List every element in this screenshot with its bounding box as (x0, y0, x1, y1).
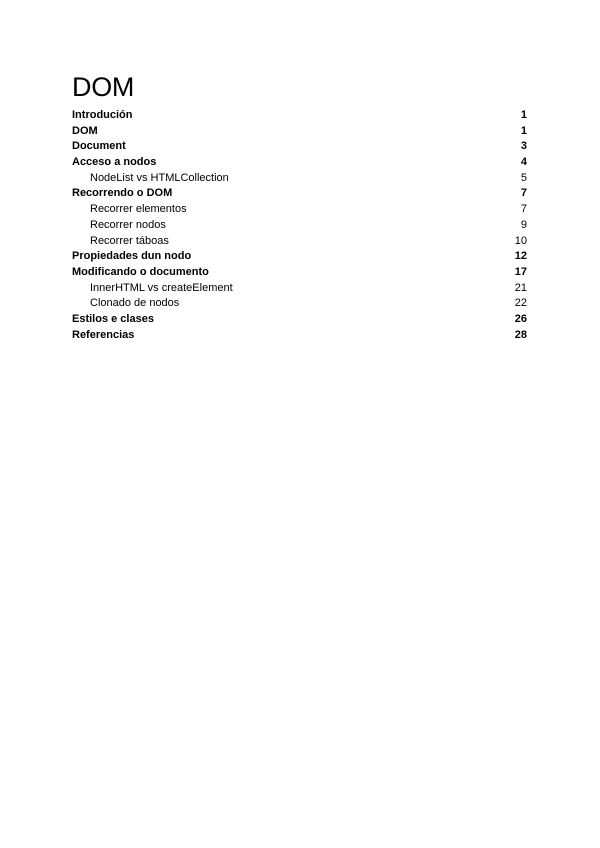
toc-subentry[interactable] (72, 171, 527, 187)
toc-entry-page: 21 (514, 281, 527, 294)
toc-entry[interactable] (72, 249, 527, 265)
toc-entry-label: Estilos e clases (72, 312, 154, 325)
toc-entry-label: Recorrendo o DOM (72, 187, 173, 200)
toc-entry-page: 1 (520, 124, 527, 137)
toc-subentry[interactable] (72, 218, 527, 234)
toc-entry-label: Recorrer táboas (90, 234, 169, 247)
toc-entry-page: 10 (514, 234, 527, 247)
toc-entry-label: Document (72, 140, 126, 153)
toc-entry-label: Recorrer nodos (90, 218, 166, 231)
toc-subentry[interactable] (72, 234, 527, 250)
toc-entry-page: 22 (514, 297, 527, 310)
table-of-contents (72, 108, 527, 343)
toc-entry-page: 4 (520, 156, 527, 169)
toc-entry-label: Introdución (72, 109, 133, 121)
toc-entry-page: 1 (520, 109, 527, 121)
toc-entry[interactable] (72, 328, 527, 344)
toc-entry-page: 28 (514, 328, 527, 341)
toc-entry[interactable] (72, 312, 527, 328)
toc-entry-page: 7 (520, 203, 527, 216)
toc-entry[interactable] (72, 155, 527, 171)
toc-entry[interactable] (72, 108, 527, 124)
toc-entry[interactable] (72, 139, 527, 155)
toc-entry-label: Referencias (72, 328, 135, 341)
toc-entry-page: 12 (514, 250, 527, 263)
toc-entry-page: 3 (520, 140, 527, 153)
toc-entry-label: Modificando o documento (72, 265, 209, 278)
toc-entry-label: DOM (72, 124, 98, 137)
toc-subentry[interactable] (72, 281, 527, 297)
toc-entry-page: 17 (514, 265, 527, 278)
toc-entry[interactable] (72, 124, 527, 140)
toc-entry-label: Acceso a nodos (72, 156, 157, 169)
toc-entry-page: 9 (520, 218, 527, 231)
toc-entry-label: Propiedades dun nodo (72, 250, 192, 263)
toc-entry-label: NodeList vs HTMLCollection (90, 171, 229, 184)
toc-entry-label: InnerHTML vs createElement (90, 281, 233, 294)
toc-subentry[interactable] (72, 202, 527, 218)
toc-entry-label: Clonado de nodos (90, 297, 180, 310)
toc-entry-page: 5 (520, 171, 527, 184)
toc-entry-page: 7 (520, 187, 527, 200)
document-title: DOM (72, 72, 135, 102)
toc-entry[interactable] (72, 265, 527, 281)
toc-entry-label: Recorrer elementos (90, 203, 187, 216)
toc-entry[interactable] (72, 186, 527, 202)
toc-entry-page: 26 (514, 312, 527, 325)
toc-subentry[interactable] (72, 296, 527, 312)
